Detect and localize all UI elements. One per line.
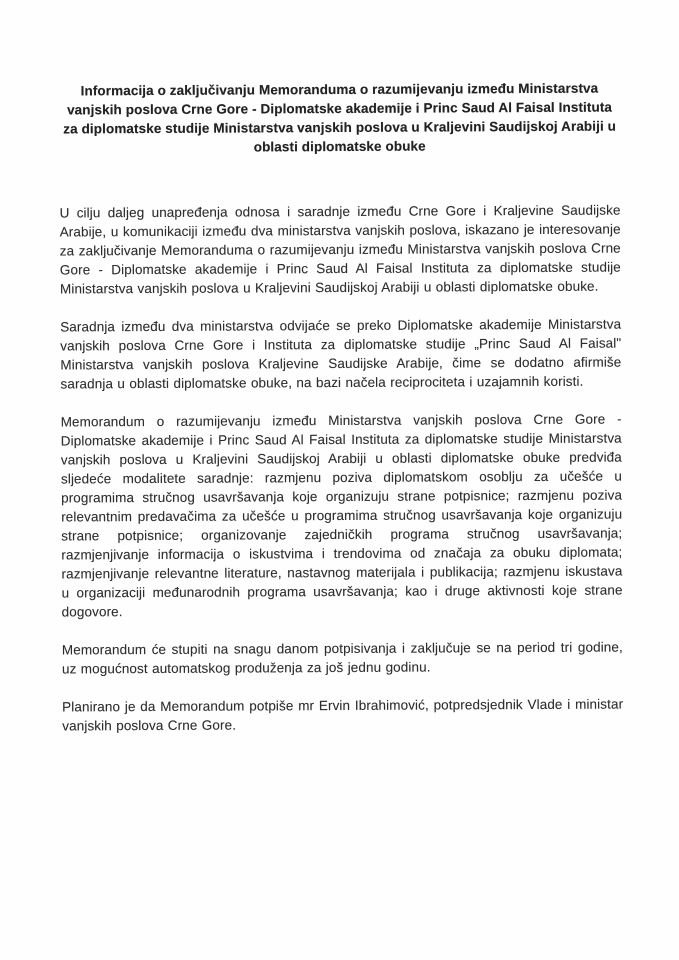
document-body xyxy=(60,201,624,736)
paragraph-cooperation: Saradnja između dva ministarstva odvijaće se preko Diplomatske akademije Ministarstva vanjskih poslova Crne Gore i Instituta za diplomatske studije „Princ Saud Al Faisal" Ministarstva vanjskih poslova Kraljevine Saudijske Arabije, čime se dodatno afirmiše saradnja u oblasti diplomatske obuke, na bazi načela reciprociteta i uzajamnih koristi. xyxy=(60,316,622,392)
document-title: Informacija o zaključivanju Memoranduma o razumijevanju između Ministarstva vanjskih poslova Crne Gore - Diplomatske akademije i Princ Saud Al Faisal Instituta za diplomatske studije Ministarstva vanjskih poslova u Kraljevini Saudijskoj Arabiji u oblasti diplomatske obuke xyxy=(63,80,617,155)
paragraph-duration: Memorandum će stupiti na snagu danom potpisivanja i zaključuje se na period tri godine, uz mogućnost automatskog produženja za još jednu godinu. xyxy=(61,639,623,677)
paragraph-signatory: Planirano je da Memorandum potpiše mr Ervin Ibrahimović, potpredsjednik Vlade i ministar vanjskih poslova Crne Gore. xyxy=(62,696,624,734)
paragraph-intro: U cilju daljeg unapređenja odnosa i saradnje između Crne Gore i Kraljevine Saudijske Arabije, u komunikaciji između dva ministarstva vanjskih poslova, iskazano je interesovanje za zaključivanje Memoranduma o razumijevanju između Ministarstva vanjskih poslova Crne Gore - Diplomatske akademije i Princ Saud Al Faisal Instituta za diplomatske studije Ministarstva vanjskih poslova u Kraljevini Saudijskoj Arabiji u oblasti diplomatske obuke. xyxy=(59,202,621,297)
paragraph-modalities: Memorandum o razumijevanju između Ministarstva vanjskih poslova Crne Gore - Diplomatske akademije i Princ Saud Al Faisal Instituta za diplomatske studije Ministarstva vanjskih poslova u Kraljevini Saudijskoj Arabiji u oblasti diplomatske obuke predviđa sljedeće modalitete saradnje: razmjenu poziva diplomatskom osoblju za učešće u programima stručnog usavršavanja koje organizuju strane potpisnice; razmjenu poziva relevantnim predavačima za učešće u programima stručnog usavršavanja koje organizuju strane potpisnice; organizovanje zajedničkih programa stručnog usavršavanja; razmjenjivanje informacija o iskustvima i trendovima od značaja za obuku diplomata; razmjenjivanje relevantne literature, nastavnog materijala i publikacija; razmjenu iskustava u organizaciji međunarodnih programa usavršavanja; kao i druge aktivnosti koje strane dogovore. xyxy=(60,411,623,620)
